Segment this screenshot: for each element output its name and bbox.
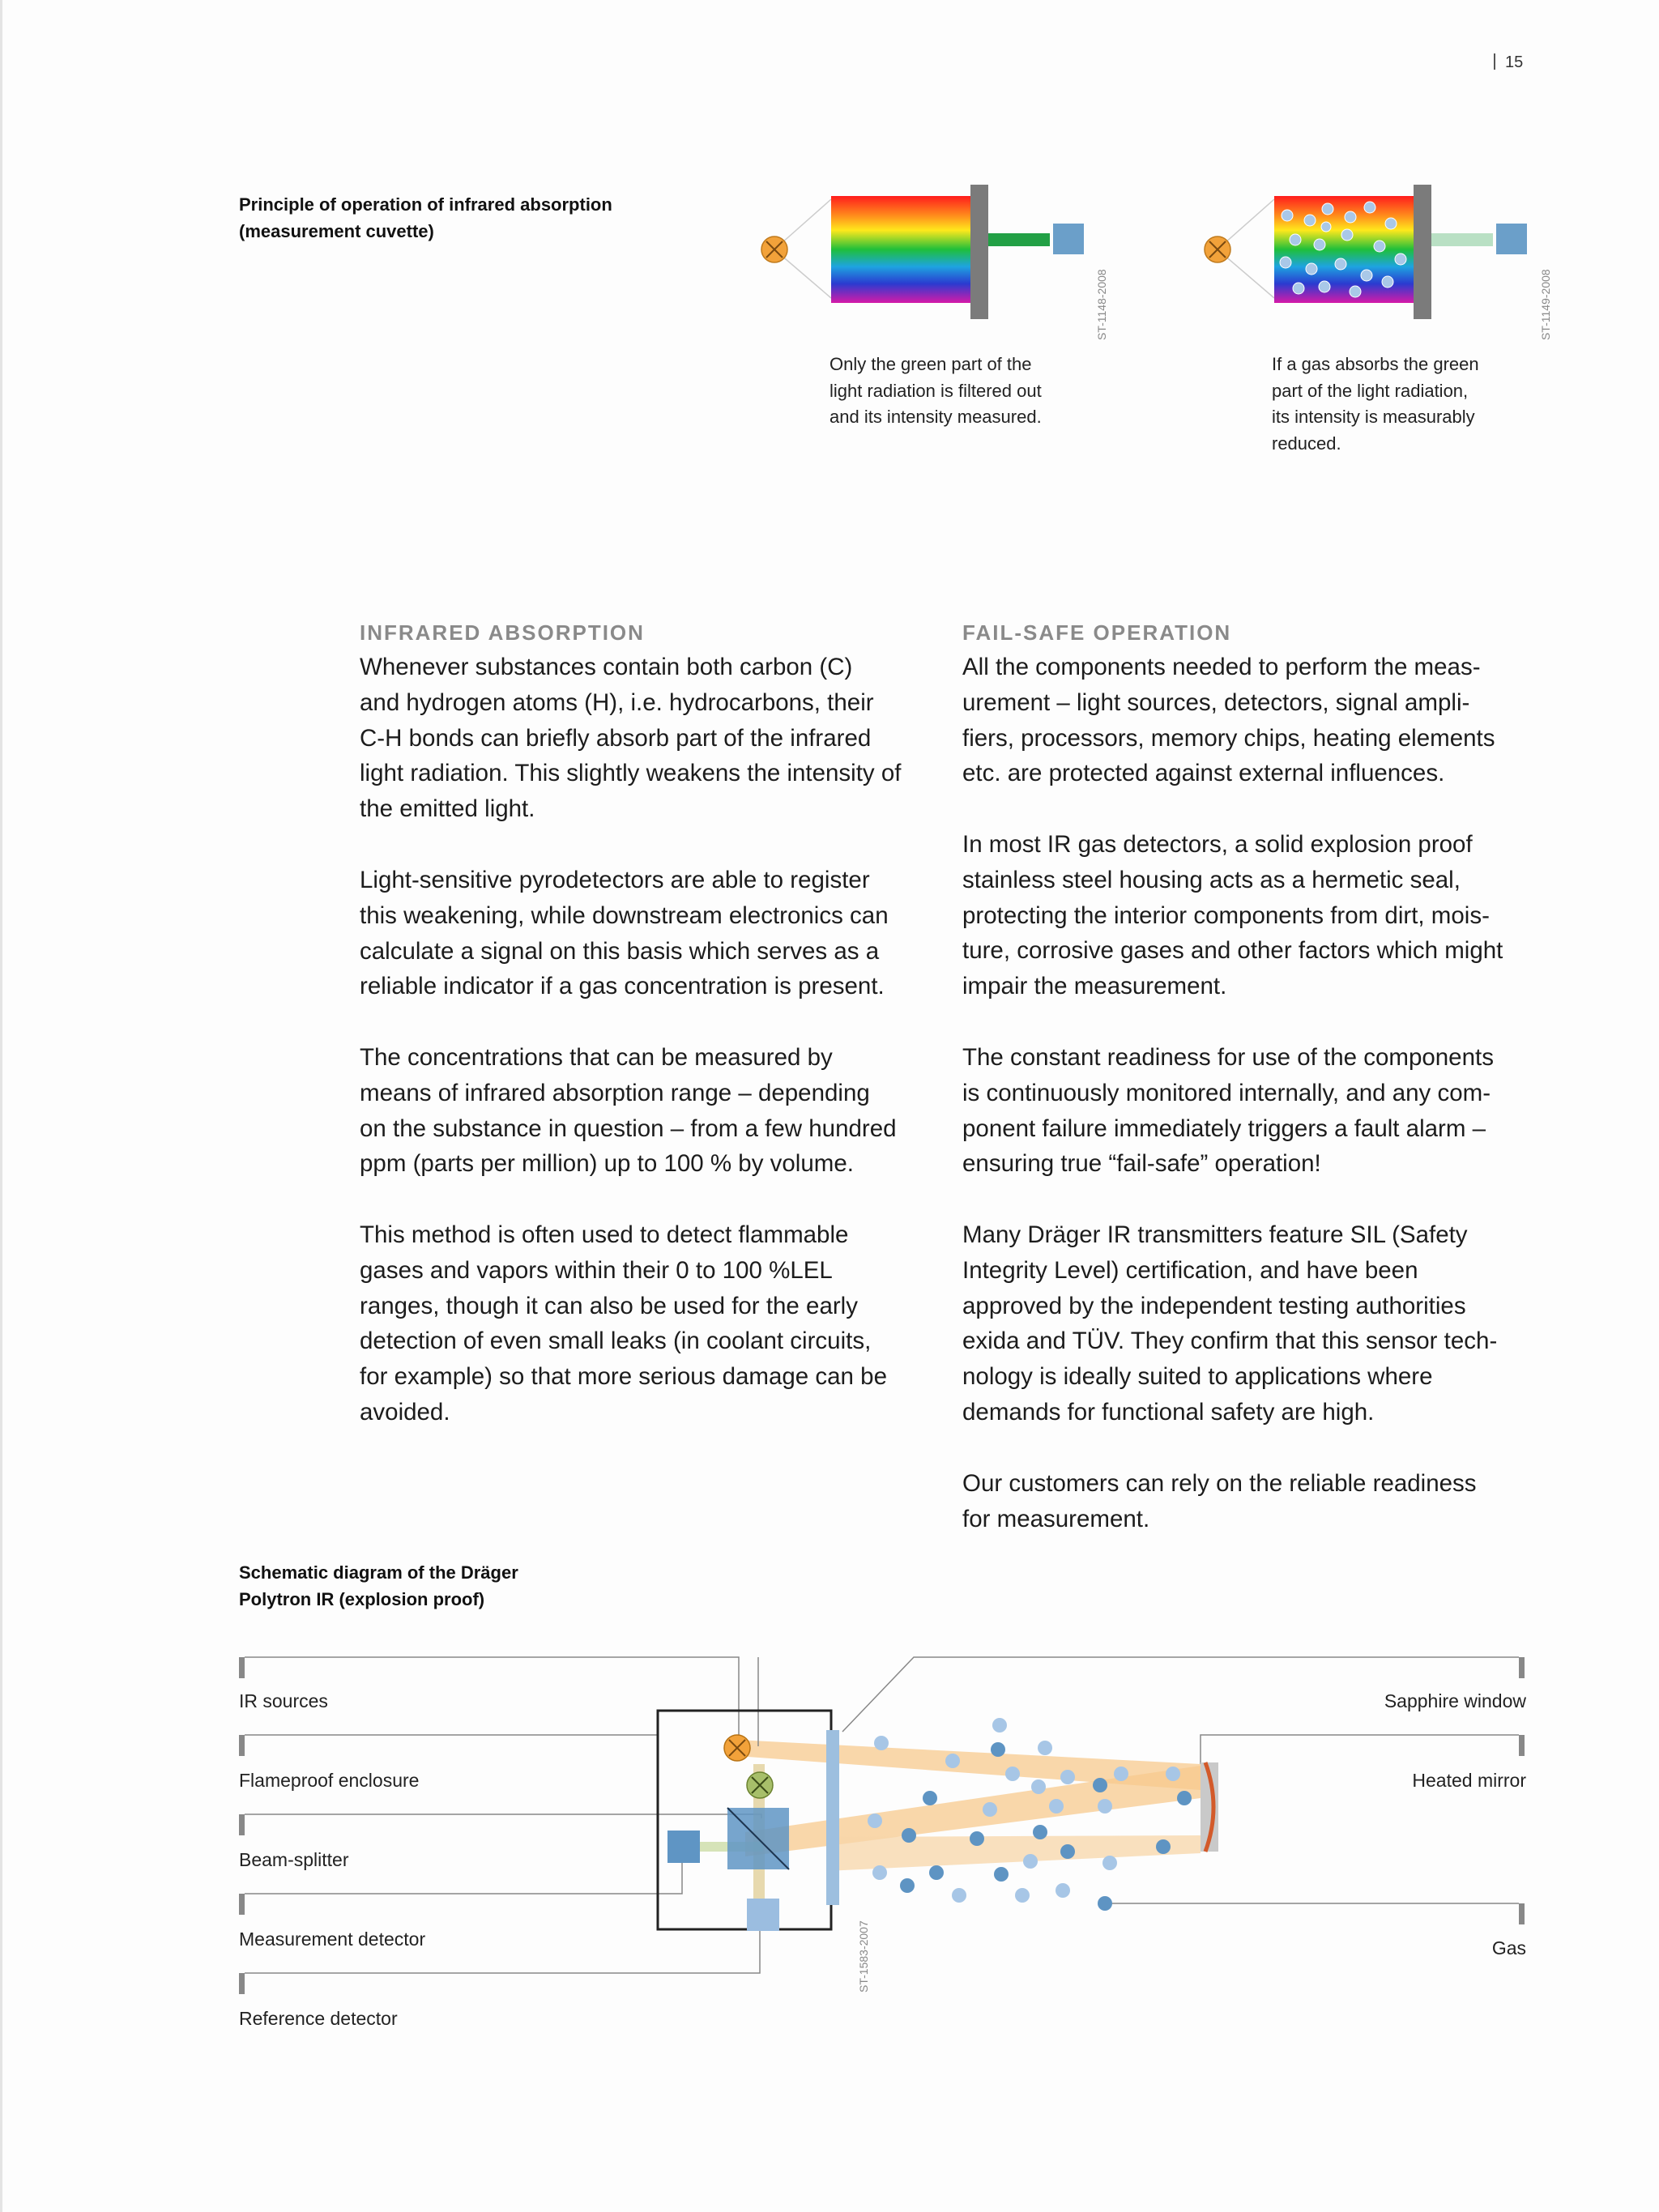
label-ir-sources: IR sources xyxy=(239,1690,328,1711)
figure2-title: Schematic diagram of the Dräger Polytron IR (explosion proof) xyxy=(239,1562,518,1609)
reduced-green-beam xyxy=(1431,233,1493,246)
infrared-paragraph-3: The concentrations that can be measured by means of infrared absorption range – depending on the substance in question – from a few hundred ppm (parts per million) up to 100 % by volume. xyxy=(360,1044,897,1178)
failsafe-heading: FAIL-SAFE OPERATION xyxy=(962,620,1232,645)
light-spectrum xyxy=(831,196,975,303)
filter-bar xyxy=(970,185,988,319)
label-sapphire-window: Sapphire window xyxy=(1384,1690,1526,1711)
infrared-paragraph-4: This method is often used to detect flammable gases and vapors within their 0 to 100 %LEL ranges, though it can also be used for the early detection of even small leaks (in coolant circuits, for example) so that more serious damage can be avoided. xyxy=(360,1221,887,1426)
figure1-left-note: Only the green part of the light radiation is filtered out and its intensity measured. xyxy=(830,354,1042,427)
cuvette-right xyxy=(1205,185,1527,319)
label-gas: Gas xyxy=(1491,1937,1526,1958)
ir-beams xyxy=(737,1740,1201,1871)
failsafe-paragraph-1: All the components needed to perform the meas- urement – light sources, detectors, signal ampli- fiers, processors, memory chips, heating elements etc. are protected against external influences. xyxy=(962,654,1495,787)
detector-icon xyxy=(1496,224,1527,254)
page-number: 15 xyxy=(1494,53,1523,72)
label-flameproof-enclosure: Flameproof enclosure xyxy=(239,1770,420,1791)
failsafe-paragraph-4: Many Dräger IR transmitters feature SIL (Safety Integrity Level) certification, and have been approved by the independent testing authorities exida and TÜV. They confirm that this sensor tech- nology is ideally suited to applications where demands for functional safety are high. xyxy=(962,1221,1498,1426)
sapphire-window xyxy=(826,1730,839,1905)
filter-bar xyxy=(1414,185,1431,319)
cuvette-left xyxy=(761,185,1084,319)
cuvette-diagrams xyxy=(753,178,1563,348)
label-reference-detector: Reference detector xyxy=(239,2008,398,2029)
failsafe-paragraph-3: The constant readiness for use of the components is continuously monitored internally, and any com- ponent failure immediately triggers a fault alarm – ensuring true “fail-safe” operation! xyxy=(962,1044,1494,1178)
figure1-right-code: ST-1149-2008 xyxy=(1539,269,1552,340)
measurement-detector-icon xyxy=(667,1831,700,1863)
figure1-left-code: ST-1148-2008 xyxy=(1095,269,1108,340)
beam-splitter-icon xyxy=(727,1808,789,1869)
label-heated-mirror: Heated mirror xyxy=(1412,1770,1526,1791)
failsafe-paragraph-2: In most IR gas detectors, a solid explosion proof stainless steel housing acts as a hermetic seal, protecting the interior components from dirt, mois- ture, corrosive gases and other factors which might impair the measurement. xyxy=(962,831,1503,1000)
figure1-right-note: If a gas absorbs the green part of the light radiation, its intensity is measurably reduced. xyxy=(1272,354,1479,454)
detector-icon xyxy=(1053,224,1084,254)
failsafe-paragraph-5: Our customers can rely on the reliable readiness for measurement. xyxy=(962,1470,1477,1532)
green-beam xyxy=(988,233,1050,246)
label-measurement-detector: Measurement detector xyxy=(239,1929,426,1950)
label-beam-splitter: Beam-splitter xyxy=(239,1849,349,1870)
infrared-paragraph-1: Whenever substances contain both carbon (C) and hydrogen atoms (H), i.e. hydrocarbons, their C-H bonds can briefly absorb part of the infrared light radiation. This slightly weakens the intensity of the emitted light. xyxy=(360,654,902,823)
reference-detector-icon xyxy=(747,1899,779,1931)
infrared-paragraph-2: Light-sensitive pyrodetectors are able to register this weakening, while downstream electronics can calculate a signal on this basis which serves as a reliable indicator if a gas concentration is present. xyxy=(360,867,889,1000)
infrared-heading: INFRARED ABSORPTION xyxy=(360,620,645,645)
figure1-title: Principle of operation of infrared absorption (measurement cuvette) xyxy=(239,194,612,241)
figure2-code: ST-1583-2007 xyxy=(857,1920,870,1993)
